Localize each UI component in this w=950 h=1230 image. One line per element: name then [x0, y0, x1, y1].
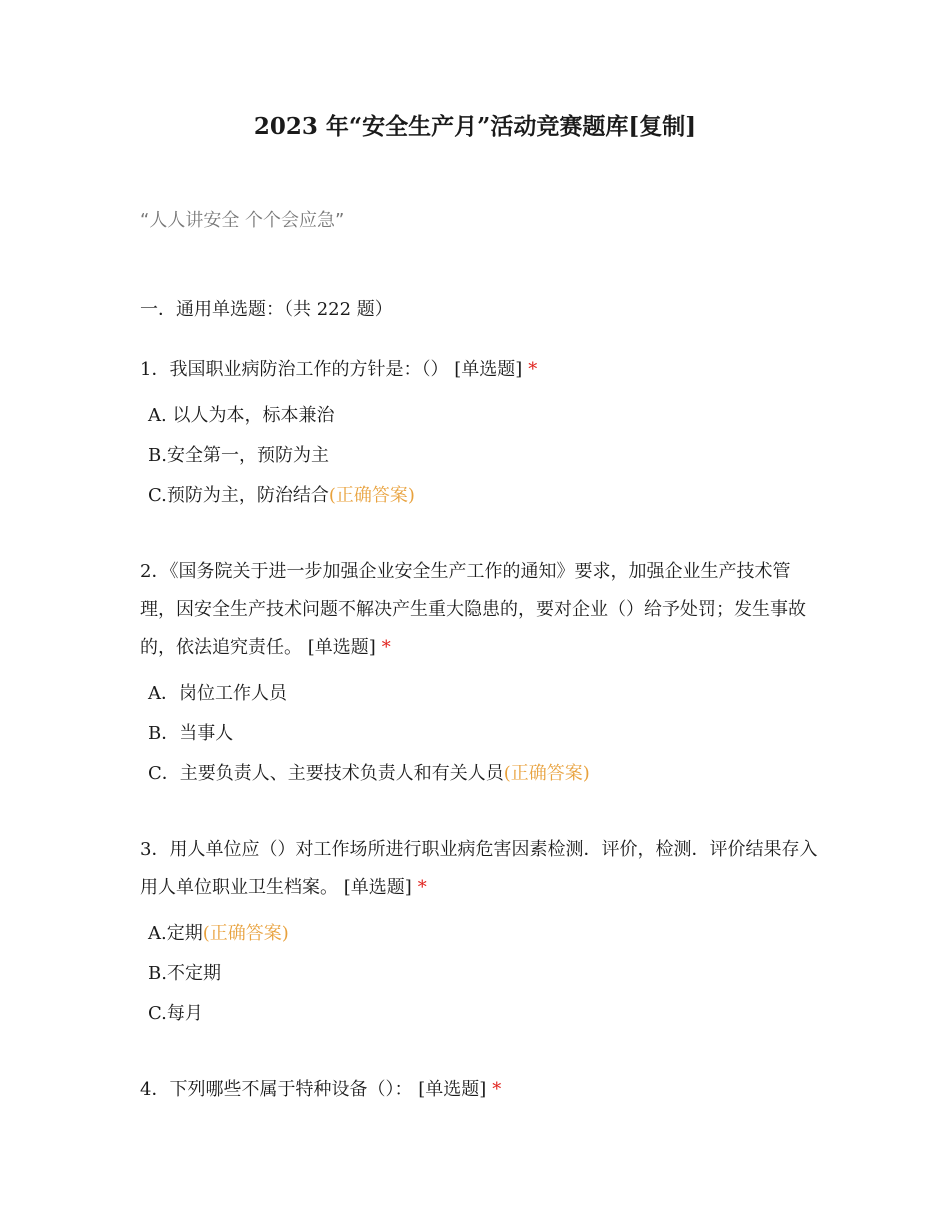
option-text: A．岗位工作人员 — [148, 683, 287, 704]
question-2 — [140, 553, 820, 667]
question-type-label: [单选题] — [454, 359, 523, 380]
option-1a[interactable] — [148, 402, 334, 430]
option-3b[interactable] — [148, 960, 221, 988]
question-text: 1．我国职业病防治工作的方针是：（） — [140, 359, 449, 380]
required-mark: * — [381, 637, 391, 658]
option-2b[interactable] — [148, 720, 233, 748]
option-1b[interactable] — [148, 442, 329, 470]
section-heading: 一．通用单选题：（共 222 题） — [140, 299, 393, 320]
question-3 — [140, 831, 820, 907]
subtitle-slogan: “人人讲安全 个个会应急” — [140, 210, 345, 231]
option-text: C.预防为主，防治结合 — [148, 485, 329, 506]
question-1 — [140, 351, 820, 389]
option-3a[interactable] — [148, 920, 289, 948]
question-4 — [140, 1071, 820, 1109]
page-title: 2023 年“安全生产月”活动竞赛题库[复制] — [253, 113, 697, 140]
correct-answer-label: (正确答案) — [202, 923, 289, 944]
option-2a[interactable] — [148, 680, 287, 708]
option-3c[interactable] — [148, 1000, 203, 1028]
required-mark: * — [528, 359, 538, 380]
required-mark: * — [492, 1079, 502, 1100]
option-1c[interactable] — [148, 482, 415, 510]
option-text: C.每月 — [148, 1003, 203, 1024]
option-text: B.安全第一，预防为主 — [148, 445, 329, 466]
option-text: C．主要负责人、主要技术负责人和有关人员 — [148, 763, 504, 784]
question-type-label: [单选题] — [343, 877, 412, 898]
question-type-label: [单选题] — [418, 1079, 487, 1100]
option-text: A.定期 — [148, 923, 203, 944]
option-text: B.不定期 — [148, 963, 221, 984]
correct-answer-label: (正确答案) — [503, 763, 590, 784]
question-text: 3．用人单位应（）对工作场所进行职业病危害因素检测．评价，检测．评价结果存入用人单位职业卫生档案。 — [140, 839, 818, 898]
correct-answer-label: (正确答案) — [328, 485, 415, 506]
option-2c[interactable] — [148, 760, 590, 788]
required-mark: * — [417, 877, 427, 898]
option-text: B．当事人 — [148, 723, 234, 744]
question-text: 4．下列哪些不属于特种设备（）： — [140, 1079, 413, 1100]
option-text: A. 以人为本，标本兼治 — [148, 405, 335, 426]
question-text: 2．《国务院关于进一步加强企业安全生产工作的通知》要求，加强企业生产技术管理，因安全生产技术问题不解决产生重大隐患的，要对企业（）给予处罚；发生事故的，依法追究责任。 — [140, 561, 806, 658]
question-type-label: [单选题] — [307, 637, 376, 658]
